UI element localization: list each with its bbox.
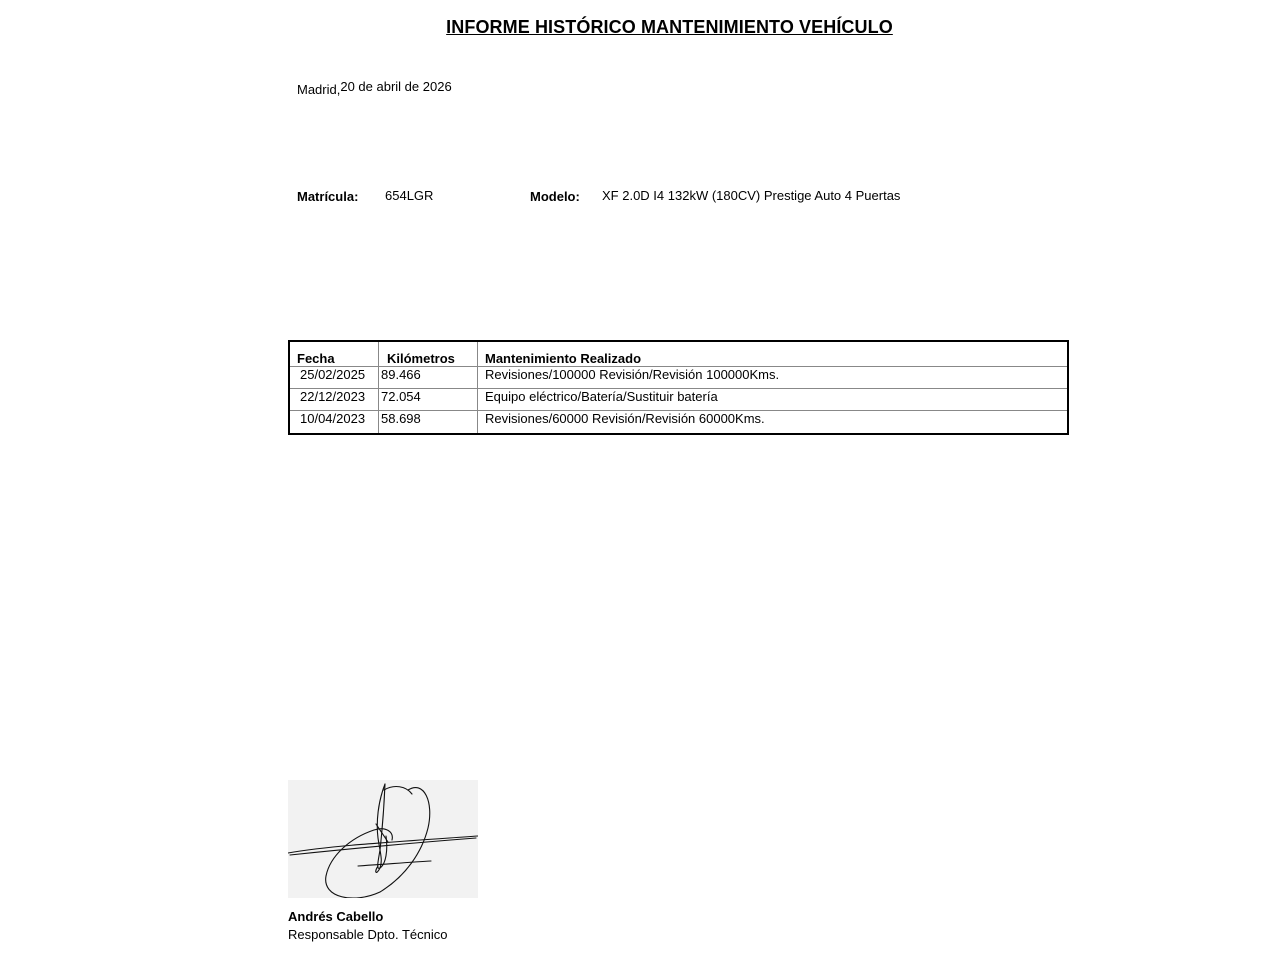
date-line xyxy=(297,80,452,95)
row-work: Revisiones/100000 Revisión/Revisión 100000Kms. xyxy=(485,367,780,382)
maintenance-table xyxy=(288,340,1069,435)
row-km: 58.698 xyxy=(381,411,421,426)
row-work: Revisiones/60000 Revisión/Revisión 60000Kms. xyxy=(485,411,765,426)
signature-scribble xyxy=(288,780,478,898)
signature-image xyxy=(288,780,478,898)
plate-value: 654LGR xyxy=(385,188,434,203)
plate-label: Matrícula: xyxy=(297,189,359,204)
signer-role: Responsable Dpto. Técnico xyxy=(288,927,448,942)
header-work: Mantenimiento Realizado xyxy=(485,351,642,366)
page-title: INFORME HISTÓRICO MANTENIMIENTO VEHÍCULO xyxy=(446,17,893,37)
model-label: Modelo: xyxy=(530,189,580,204)
signer-name: Andrés Cabello xyxy=(288,909,384,924)
row-date: 10/04/2023 xyxy=(300,411,366,426)
row-date: 25/02/2025 xyxy=(300,367,366,382)
header-km: Kilómetros xyxy=(387,351,455,366)
header-date: Fecha xyxy=(297,351,335,366)
row-km: 72.054 xyxy=(381,389,421,404)
row-date: 22/12/2023 xyxy=(300,389,366,404)
model-value: XF 2.0D I4 132kW (180CV) Prestige Auto 4 Puertas xyxy=(602,188,901,203)
row-work: Equipo eléctrico/Batería/Sustituir batería xyxy=(485,389,718,404)
report-date: 20 de abril de 2026 xyxy=(340,79,452,94)
city-label: Madrid, xyxy=(297,82,341,97)
row-km: 89.466 xyxy=(381,367,421,382)
